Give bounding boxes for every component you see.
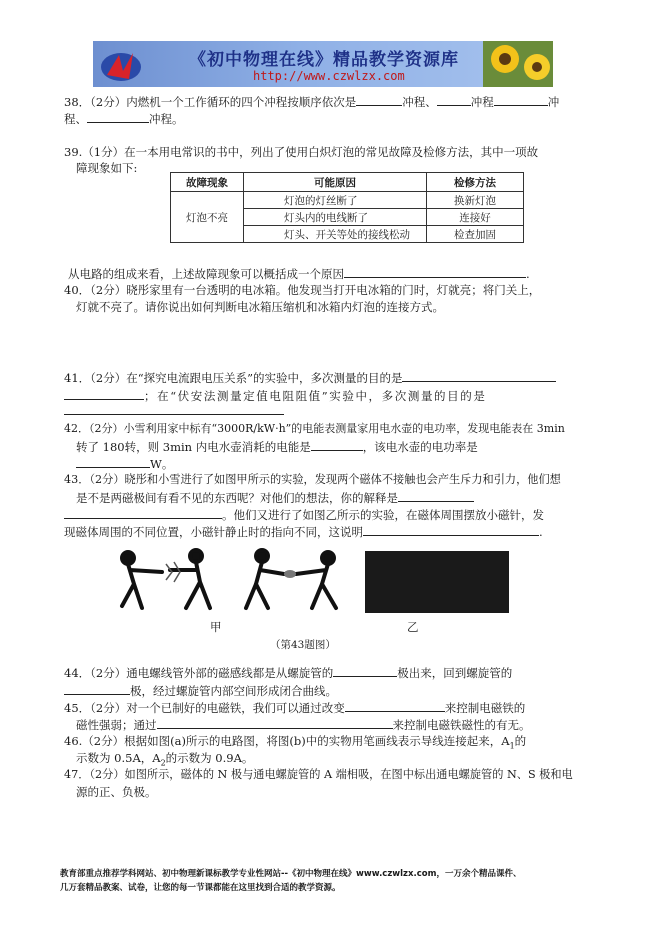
q43-line3: 。他们又进行了如图乙所示的实验，在磁体周围摆放小磁针，发 <box>64 506 544 523</box>
q38-line1: 38．（2分）内燃机一个工作循环的四个冲程按顺序依次是 冲程、 冲程 冲 <box>64 95 560 109</box>
table-cell: 检查加固 <box>427 226 524 243</box>
q46-line2: 示数为 0.5A，$A_2$的示数为 0.9A。 <box>76 751 254 768</box>
q38-line2: 程、 冲程。 <box>64 112 184 126</box>
sunflower-image <box>483 41 553 87</box>
q39-line1: 39.（1分）在一本用电常识的书中，列出了使用白炽灯泡的常见故障及检修方法，其中一项故 <box>64 145 539 159</box>
table-header: 检修方法 <box>427 173 524 192</box>
table-header: 故障现象 <box>171 173 244 192</box>
q41-answer-blank[interactable] <box>64 414 284 415</box>
fault-table <box>170 172 524 243</box>
q47-line1: 47．（2分）如图所示，磁体的 N 极与通电螺旋管的 A 端相吸，在图中标出通电螺旋管的 N、S 极和电 <box>64 768 573 781</box>
q44-line1: 44．（2分）通电螺线管外部的磁感线都是从螺旋管的 极出来，回到螺旋管的 <box>64 666 513 680</box>
figure-caption: （第43题图） <box>270 639 336 651</box>
footer-line2: 几万套精品教案、试卷，让您的每一节课都能在这里找到合适的教学资源。 <box>60 883 341 893</box>
q41-line2: ；在“伏安法测量定值电阻阻值”实验中，多次测量的目的是 <box>64 387 486 404</box>
q47-line2: 源的正、负极。 <box>76 785 157 799</box>
q45-line1: 45．（2分）对一个已制好的电磁铁，我们可以通过改变 来控制电磁铁的 <box>64 701 526 715</box>
q39-line2: 障现象如下: <box>76 161 138 175</box>
q45-line2: 磁性强弱；通过 来控制电磁铁磁性的有无。 <box>76 718 531 732</box>
table-cell: 连接好 <box>427 209 524 226</box>
q40-line1: 40．（2分）晓彤家里有一台透明的电冰箱。他发现当打开电冰箱的门时，灯就亮；将门关上， <box>64 283 541 297</box>
table-cell: 灯头、开关等处的接线松动 <box>244 226 427 243</box>
q42-line1: 42．（2分）小雪利用家中标有“3000R/kW·h”的电能表测量家用电水壶的电功率，发现电能表在 3min <box>64 422 565 435</box>
table-cell: 灯泡的灯丝断了 <box>244 192 427 209</box>
tug-of-war-figure <box>100 546 356 616</box>
table-cell: 换新灯泡 <box>427 192 524 209</box>
site-logo-icon <box>99 45 143 85</box>
header-banner <box>93 41 553 87</box>
table-cell-symptom: 灯泡不亮 <box>171 192 244 243</box>
q42-line2: 转了 180转，则 3min 内电水壶消耗的电能是 ，该电水壶的电功率是 <box>76 440 478 454</box>
q43-line2: 是不是两磁极间有看不见的东西呢？对他们的想法，你的解释是 <box>76 489 474 506</box>
q46-line1: 46.（2分）根据如图(a)所示的电路图，将图(b)中的实物用笔画线表示导线连接起来，$A_1$的 <box>64 734 527 751</box>
q40-line2: 灯就不亮了。请你说出如何判断电冰箱压缩机和冰箱内灯泡的连接方式。 <box>76 300 444 314</box>
q41-line1: 41．（2分）在“探究电流跟电压关系”的实验中，多次测量的目的是 <box>64 369 556 386</box>
figure-label-yi: 乙 <box>407 620 419 634</box>
banner-url[interactable]: http://www.czwlzx.com <box>253 69 405 83</box>
q39-line3: 从电路的组成来看，上述故障现象可以概括成一个原因 . <box>68 267 530 281</box>
q42-line3: W。 <box>76 455 173 472</box>
q44-line2: 极，经过螺旋管内部空间形成闭合曲线。 <box>64 682 337 699</box>
q43-line4: 现磁体周围的不同位置，小磁针静止时的指向不同，这说明 . <box>64 525 543 539</box>
table-cell: 灯头内的电线断了 <box>244 209 427 226</box>
q43-line1: 43．（2分）晓彤和小雪进行了如图甲所示的实验，发现两个磁体不接触也会产生斥力和引力，他们想 <box>64 473 561 486</box>
table-header: 可能原因 <box>244 173 427 192</box>
figure-label-jia: 甲 <box>210 620 222 634</box>
footer-line1: 教育部重点推荐学科网站、初中物理新课标教学专业性网站--《初中物理在线》www.czwlzx.com，一万余个精品课件、 <box>60 869 522 879</box>
banner-title: 《初中物理在线》精品教学资源库 <box>189 50 459 70</box>
magnet-field-image <box>365 551 509 613</box>
